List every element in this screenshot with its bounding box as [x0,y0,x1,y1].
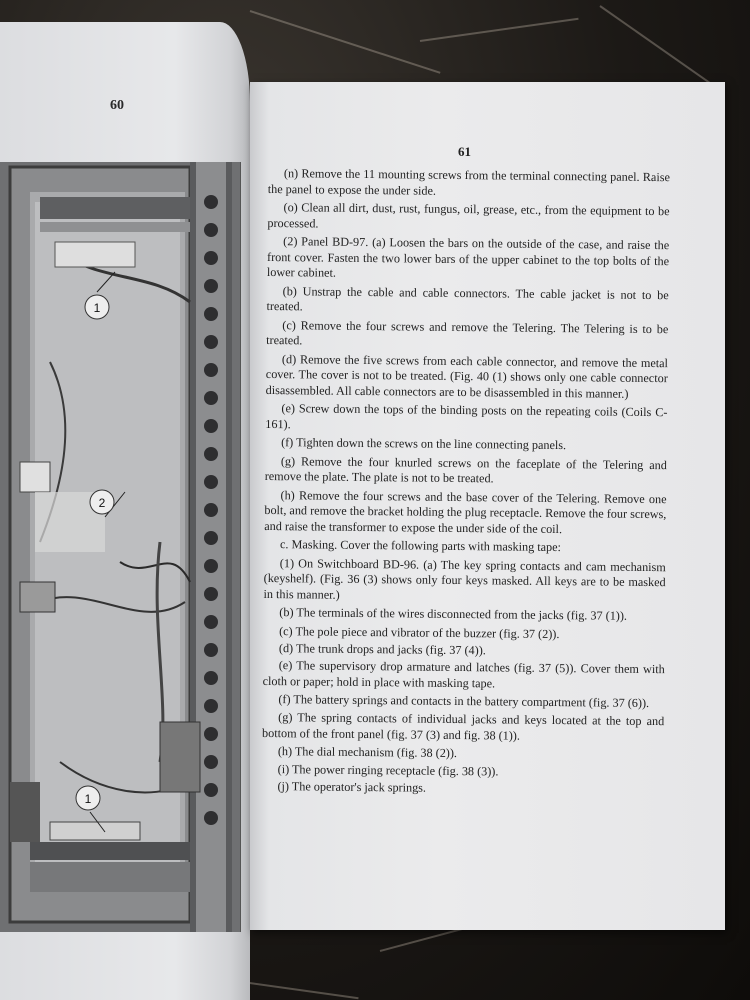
paragraph: (d) Remove the five screws from each cable connector, and remove the metal cover. The cover is not to be treated. (Fig. 40 (1) shows only one cable connector disassembled. All cable connectors are to be disassembled in this manner.) [265,351,669,401]
photo-callout-3: 1 [84,792,92,806]
paragraph: (c) Remove the four screws and remove the Telering. The Telering is to be treated. [266,317,669,348]
left-page-number: 60 [110,98,124,113]
paragraph: (j) The operator's jack springs. [277,778,427,795]
paragraph: (h) Remove the four screws and the base cover of the Telering. Remove one bolt, and remove the bracket holding the plug receptacle. Remove the four screws, and raise the transformer to expose the under side of the coil. [264,487,667,537]
paragraph: (b) The terminals of the wires disconnected from the jacks (fig. 37 (1)). [279,605,628,624]
paragraph: (h) The dial mechanism (fig. 38 (2)). [277,744,458,761]
paragraph: (d) The trunk drops and jacks (fig. 37 (4)). [278,641,486,658]
paragraph: (c) The pole piece and vibrator of the buzzer (fig. 37 (2)). [279,623,560,641]
paragraph: (f) The battery springs and contacts in the battery compartment (fig. 37 (6)). [278,692,650,711]
paragraph: (e) The supervisory drop armature and latches (fig. 37 (5)). Cover them with cloth or paper; hold in place with masking tape. [262,658,665,691]
marble-vein [250,10,441,74]
equipment-photograph [0,162,241,932]
paragraph: (o) Clean all dirt, dust, rust, fungus, oil, grease, etc., from the equipment to be processed. [267,200,670,231]
paragraph: (b) Unstrap the cable and cable connectors. The cable jacket is not to be treated. [266,283,669,314]
right-page-number: 61 [458,144,471,159]
paragraph: (e) Screw down the tops of the binding posts on the repeating coils (Coils C-161). [265,401,668,432]
section-heading: c. Masking. Cover the following parts with masking tape: [279,537,562,555]
photo-callout-2: 2 [98,496,106,510]
equipment-photo-illustration [0,162,240,932]
marble-vein [420,18,579,42]
page-text [261,166,670,800]
paragraph: (g) Remove the four knurled screws on the faceplate of the Telering and remove the plate. The plate is not to be treated. [264,453,667,486]
paragraph: (i) The power ringing receptacle (fig. 38 (3)). [277,761,499,779]
paragraph: (n) Remove the 11 mounting screws from the terminal connecting panel. Raise the panel to expose the under side. [267,166,670,198]
photo-callout-1: 1 [93,301,101,315]
jack-column [204,195,218,825]
paragraph: (g) The spring contacts of individual jacks and keys located at the top and bottom of the front panel (fig. 37 (3) and fig. 38 (1)). [261,710,665,743]
left-page [0,22,250,1000]
paragraph: (1) On Switchboard BD-96. (a) The key spring contacts and cam mechanism (keyshelf). (Fig. 36 (3) shows only four keys masked. All keys are to be masked in this manner.) [263,555,666,602]
right-page [250,82,725,930]
marble-vein [599,5,723,93]
paragraph: (2) Panel BD-97. (a) Loosen the bars on the outside of the case, and raise the front cover. Fasten the two lower bars of the upper cabinet to the top bolts of the lower cabinet. [266,234,670,281]
paragraph: (f) Tighten down the screws on the line connecting panels. [281,435,567,453]
